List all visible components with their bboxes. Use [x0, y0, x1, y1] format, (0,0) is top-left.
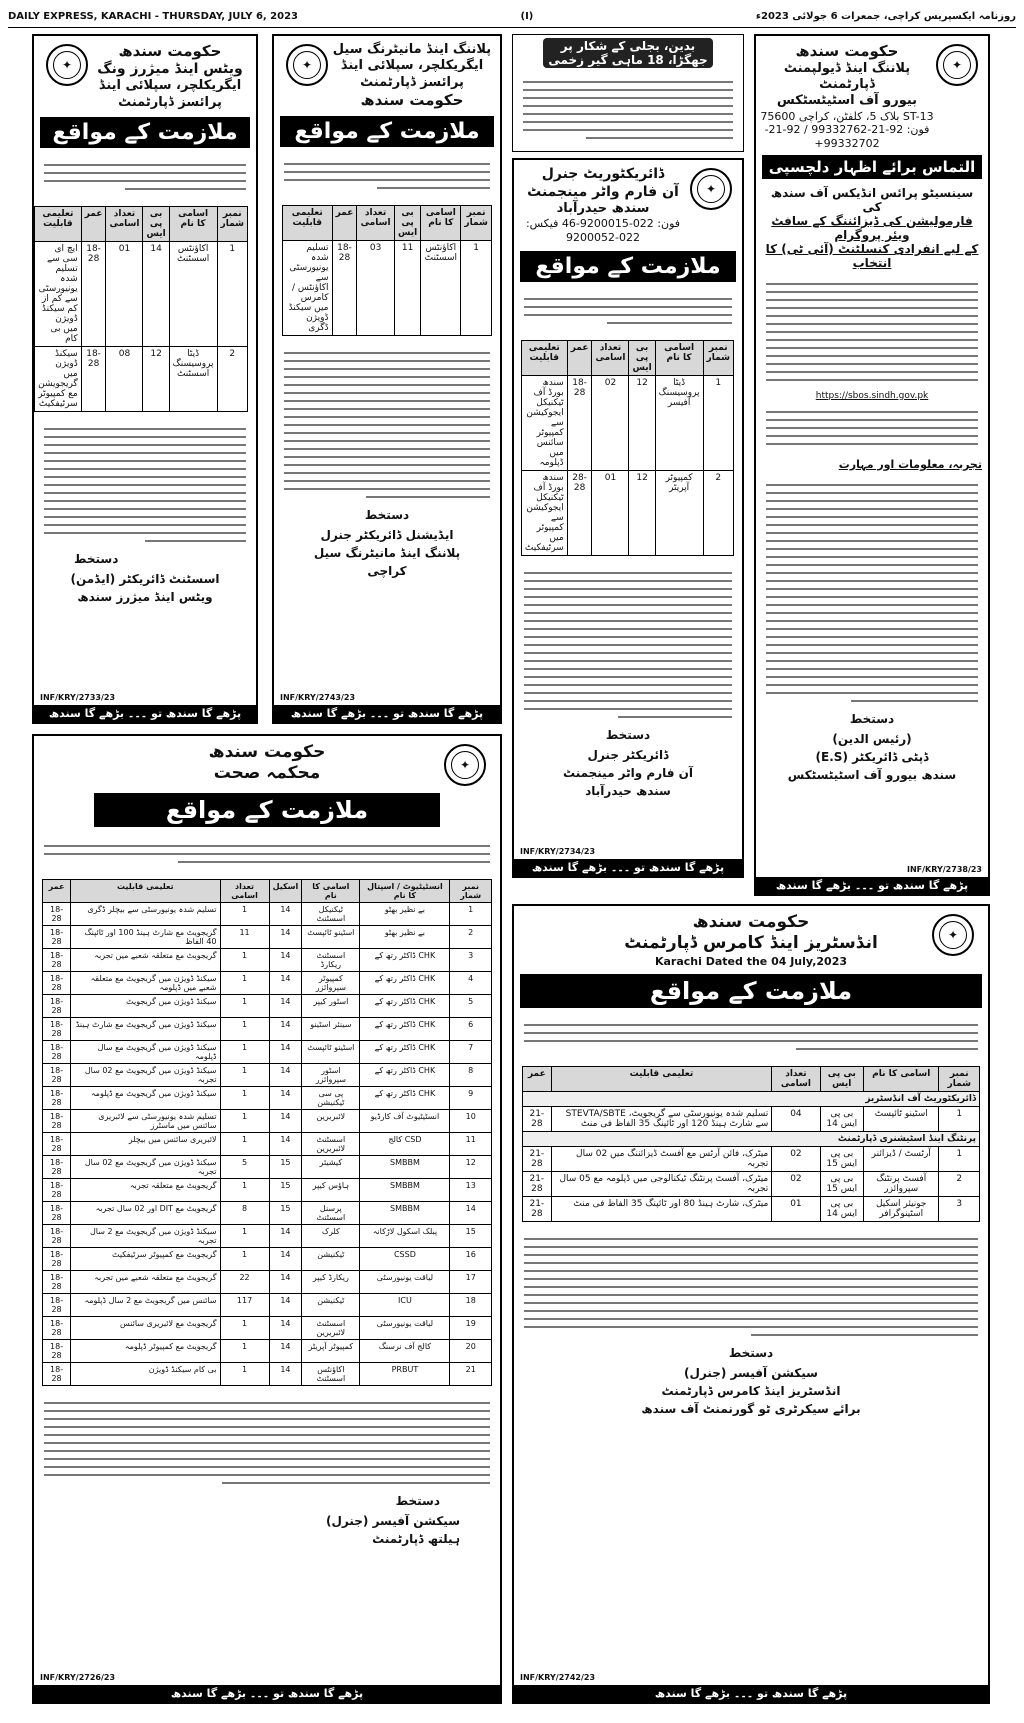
ad-wm-footer: پڑھے گا سندھ تو ۔۔۔ بڑھے گا سندھ — [34, 705, 256, 722]
col-header: اسکیل — [269, 879, 302, 902]
table-row: 4 CHK ڈاکٹر رتھ کے کمپیوٹر سپروائزر 14 1 سیکنڈ ڈویژن میں گریجویٹ مع متعلقہ شعبے میں ڈپلومہ 18-28 — [43, 971, 492, 994]
ad-icd-signatory: سیکشن آفیسر (جنرل) انڈسٹریز اینڈ کامرس ڈپارٹمنٹ برائے سیکرٹری ٹو گورنمنٹ آف سندھ — [641, 1366, 861, 1417]
ad-ofwm-signatory: ڈائریکٹر جنرل آن فارم واٹر مینجمنٹ سندھ حیدرآباد — [562, 747, 694, 798]
table-row: 7 CHK ڈاکٹر رتھ کے اسٹینو ٹائپسٹ 14 1 سیکنڈ ڈویژن میں گریجویٹ مع سال ڈپلومہ 18-28 — [43, 1040, 492, 1063]
col-header: نمبر شمار — [217, 206, 247, 241]
ad-bos-ref: INF/KRY/2738/23 — [906, 865, 982, 874]
col-header: تعلیمی قابلیت — [521, 340, 567, 375]
col-header: عمر — [81, 206, 106, 241]
ad-wm-wing: ویٹس اینڈ میژرز ونگ — [97, 60, 243, 77]
table-row: 8 CHK ڈاکٹر رتھ کے اسٹور سپروائزر 14 1 سیکنڈ ڈویژن میں گریجویٹ مع 02 سال تجربہ 18-28 — [43, 1063, 492, 1086]
ad-pm-ref: INF/KRY/2743/23 — [280, 693, 356, 702]
ad-health-footer: پڑھے گا سندھ تو ۔۔۔ بڑھے گا سندھ — [34, 1685, 500, 1702]
ad-bos-exp-title: تجربہ، معلومات اور مہارت — [838, 457, 982, 471]
ad-health-terms — [34, 1392, 500, 1494]
col-header: انسٹیٹیوٹ / اسپتال کا نام — [360, 879, 450, 902]
table-row: 1 آرٹسٹ / ڈیزائنر بی پی ایس 15 02 میٹرک، فائن آرٹس مع آفسٹ ڈیزائننگ میں 02 سال تجربہ 21-28 — [523, 1147, 980, 1172]
col-header: نمبر شمار — [703, 340, 733, 375]
ad-icd-footer: پڑھے گا سندھ تو ۔۔۔ بڑھے گا سندھ — [514, 1685, 988, 1702]
ad-ofwm-ref: INF/KRY/2734/23 — [520, 847, 596, 856]
ad-pm-banner: ملازمت کے مواقع — [280, 116, 494, 147]
table-row: 1 بے نظیر بھٹو ٹیکنیکل اسسٹنٹ 14 1 تسلیم شدہ یونیورسٹی سے بیچلر ڈگری 18-28 — [43, 902, 492, 925]
ad-icd-dept: انڈسٹریز اینڈ کامرس ڈپارٹمنٹ — [624, 933, 878, 954]
col-header: عمر — [43, 879, 71, 902]
col-header: تعداد اسامی — [106, 206, 143, 241]
ad-pm-sign: دستخط — [364, 507, 410, 522]
table-row: 3 CHK ڈاکٹر رتھ کے اسسٹنٹ ریکارڈ 14 1 گریجویٹ مع متعلقہ شعبے میں تجربہ 18-28 — [43, 948, 492, 971]
col-header: نمبر شمار — [450, 879, 492, 902]
header-left: DAILY EXPRESS, KARACHI - THURSDAY, JULY 6, 2023 — [8, 11, 299, 22]
col-header: تعلیمی قابلیت — [71, 879, 220, 902]
ad-weights-measures — [32, 34, 258, 724]
col-header: بی پی ایس — [629, 340, 655, 375]
ad-bureau-statistics — [754, 34, 990, 896]
ad-pm-intro — [274, 153, 500, 199]
col-header: اسامی کا نام — [863, 1067, 939, 1092]
sindh-emblem-icon — [936, 44, 978, 86]
ad-wm-sign: دستخط — [74, 551, 119, 566]
col-header: اسامی کا نام — [169, 206, 217, 241]
table-row: 19 لیاقت یونیورسٹی اسسٹنٹ لائبریرین 14 1 گریجویٹ مع لائبریری سائنس 18-28 — [43, 1316, 492, 1339]
col-header: اسامی کا نام — [302, 879, 360, 902]
ad-bos-bureau: بیورو آف اسٹیٹسٹکس — [776, 93, 918, 109]
table-row: 18 ICU ٹیکنیشن 14 117 سائنس میں گریجویٹ مع 2 سال ڈپلومہ 18-28 — [43, 1293, 492, 1316]
table-row: 21 PRBUT اکاؤنٹس اسسٹنٹ 14 1 بی کام سیکنڈ ڈویژن 18-28 — [43, 1362, 492, 1385]
ad-health-banner: ملازمت کے مواقع — [94, 793, 440, 827]
table-row: 16 CSSD ٹیکنیشن 14 1 گریجویٹ مع کمپیوٹر سرٹیفکیٹ 18-28 — [43, 1247, 492, 1270]
ad-planning-monitoring — [272, 34, 502, 724]
ad-wm-dept: ایگریکلچر، سپلائی اینڈ پرائسز ڈپارٹمنٹ — [98, 78, 242, 110]
ad-bos-address: ST-13 بلاک 5، کلفٹن، کراچی 75600 — [760, 109, 934, 123]
table-row: 1 اکاؤنٹس اسسٹنٹ 11 03 18-28 تسلیم شدہ یونیورسٹی سے اکاؤنٹس / کامرس میں سیکنڈ ڈویژن ڈگری — [283, 240, 492, 335]
news-headline: بدین، بجلی کے شکار پر جھگڑا، 18 ماہی گیر زخمی — [543, 38, 713, 68]
ad-pm-signatory: ایڈیشنل ڈائریکٹر جنرل پلاننگ اینڈ مانیٹرنگ سیل کراچی — [313, 527, 461, 578]
header-center: (I) — [520, 11, 534, 22]
col-header: نمبر شمار — [461, 205, 492, 240]
ad-icd-banner: ملازمت کے مواقع — [520, 974, 982, 1008]
table-row: 13 SMBBM ہاؤس کیپر 15 1 گریجویٹ مع متعلقہ تجربہ 18-28 — [43, 1178, 492, 1201]
ad-ofwm-sign: دستخط — [605, 727, 651, 742]
ad-bos-url[interactable]: https://sbos.sindh.gov.pk — [815, 390, 929, 401]
ad-bos-footer: پڑھے گا سندھ تو ۔۔۔ بڑھے گا سندھ — [756, 877, 988, 894]
ad-icd-govt: حکومت سندھ — [692, 912, 810, 932]
ad-ofwm-city: سندھ حیدرآباد — [556, 201, 650, 216]
sindh-emblem-icon — [286, 44, 328, 86]
ad-pm-govt: حکومت سندھ — [360, 90, 464, 109]
ad-bos-signatory: (رئیس الدین) ڈپٹی ڈائریکٹر (E.S) سندھ بیورو آف اسٹیٹسٹکس — [787, 731, 957, 782]
ad-ofwm-terms — [514, 562, 742, 728]
sindh-emblem-icon — [690, 168, 732, 210]
table-row: 5 CHK ڈاکٹر رتھ کے اسٹور کیپر 14 1 سیکنڈ ڈویژن میں گریجویٹ 18-28 — [43, 994, 492, 1017]
ad-ofwm-table — [521, 340, 734, 556]
table-section: پرنٹنگ اینڈ اسٹیشنری ڈپارٹمنٹ — [523, 1132, 980, 1147]
ad-bos-body — [756, 273, 988, 391]
table-row: 3 جونیئر اسکیل اسٹینوگرافر بی پی ایس 14 01 میٹرک، شارٹ ہینڈ 80 اور ٹائپنگ 35 الفاظ فی منٹ 21-28 — [523, 1197, 980, 1222]
ad-ofwm-phone: فون: 022-9200015-46 فیکس: 022-9200052 — [525, 217, 681, 244]
table-section: ڈائریکٹوریٹ آف انڈسٹریز — [523, 1092, 980, 1107]
ad-on-farm-water — [512, 158, 744, 878]
col-header: نمبر شمار — [939, 1067, 980, 1092]
ad-wm-ref: INF/KRY/2733/23 — [40, 693, 116, 702]
ad-bos-dept: پلاننگ اینڈ ڈیولپمنٹ ڈپارٹمنٹ — [783, 60, 911, 92]
ad-bos-subject: سینسیٹو پرائس انڈیکس آف سندھ کی فارمولیشن کی ڈیزائننگ کے سافٹ ویئر پروگرام کے لیے انفرادی کنسلٹنٹ (آئی ٹی) کا انتخاب — [765, 185, 979, 270]
ad-pm-terms — [274, 342, 500, 508]
ad-icd-ref: INF/KRY/2742/23 — [520, 1673, 596, 1682]
sindh-emblem-icon — [46, 44, 88, 86]
ad-wm-table — [34, 206, 248, 412]
ad-pm-footer: پڑھے گا سندھ تو ۔۔۔ بڑھے گا سندھ — [274, 705, 500, 722]
table-row: 12 SMBBM کیشیئر 15 5 سیکنڈ ڈویژن میں گریجویٹ مع 02 سال تجربہ 18-28 — [43, 1155, 492, 1178]
ad-wm-signatory: اسسٹنٹ ڈائریکٹر (ایڈمن) ویٹس اینڈ میژرز سندھ — [70, 571, 220, 604]
table-row: 14 SMBBM پرسنل اسسٹنٹ 15 8 گریجویٹ مع DIT اور 02 سال تجربہ 18-28 — [43, 1201, 492, 1224]
col-header: اسامی کا نام — [421, 205, 461, 240]
ad-bos-phone: فون: 92-21-99332762 / 92-21-99332702+ — [764, 123, 930, 150]
table-row: 10 انسٹیٹیوٹ آف کارڈیو لائبریرین 14 1 تسلیم شدہ یونیورسٹی سے لائبریری سائنس میں ماسٹرز 18-28 — [43, 1109, 492, 1132]
table-row: 15 پبلک اسکول لاڑکانہ کلرک 14 1 سیکنڈ ڈویژن میں گریجویٹ مع 2 سال تجربہ 18-28 — [43, 1224, 492, 1247]
col-header: تعلیمی قابلیت — [35, 206, 82, 241]
ad-bos-sign: دستخط — [849, 711, 895, 726]
ad-health-intro — [34, 835, 500, 873]
table-row: 20 کالج آف نرسنگ کمپیوٹر آپریٹر 14 1 گریجویٹ مع کمپیوٹر ڈپلومہ 18-28 — [43, 1339, 492, 1362]
ad-ofwm-intro — [514, 288, 742, 334]
ad-health-department — [32, 734, 502, 1704]
table-row: 1 اسٹینو ٹائپسٹ بی پی ایس 14 04 تسلیم شدہ یونیورسٹی سے گریجویٹ، STEVTA/SBTE سے شارٹ ہینڈ 120 اور ٹائپنگ 35 الفاظ فی منٹ 21-28 — [523, 1107, 980, 1132]
table-row: 9 CHK ڈاکٹر رتھ کے پی سی ٹیکنیشن 14 1 سیکنڈ ڈویژن میں گریجویٹ مع ڈپلومہ 18-28 — [43, 1086, 492, 1109]
ad-wm-intro — [34, 154, 256, 200]
col-header: تعداد اسامی — [772, 1067, 820, 1092]
ad-ofwm-footer: پڑھے گا سندھ تو ۔۔۔ بڑھے گا سندھ — [514, 859, 742, 876]
page-header — [8, 6, 1016, 28]
ad-health-table — [42, 879, 492, 1386]
table-row: 2 ڈیٹا پروسیسنگ اسسٹنٹ 12 08 18-28 سیکنڈ ڈویژن میں گریجویشن مع کمپیوٹر سرٹیفکیٹ — [35, 346, 248, 411]
table-row: 1 اکاؤنٹس اسسٹنٹ 14 01 18-28 ایچ ای سی سے تسلیم شدہ یونیورسٹی سے کم از کم سیکنڈ ڈویژن میں بی کام — [35, 241, 248, 346]
col-header: تعداد اسامی — [220, 879, 269, 902]
news-body — [513, 71, 743, 149]
table-row: 11 CSD کالج اسسٹنٹ لائبریرین 14 1 لائبریری سائنس میں بیچلر 18-28 — [43, 1132, 492, 1155]
ad-wm-banner: ملازمت کے مواقع — [40, 117, 250, 148]
ad-icd-terms — [514, 1228, 988, 1346]
ad-health-sign: دستخط — [395, 1493, 440, 1508]
col-header: بی پی ایس — [820, 1067, 863, 1092]
ad-icd-sign: دستخط — [728, 1346, 774, 1361]
col-header: عمر — [523, 1067, 552, 1092]
ad-wm-govt: حکومت سندھ — [118, 42, 222, 60]
sindh-emblem-icon — [932, 914, 974, 956]
ad-health-govt: حکومت سندھ — [208, 742, 326, 762]
ad-icd-table — [522, 1066, 980, 1222]
col-header: عمر — [567, 340, 592, 375]
col-header: تعداد اسامی — [592, 340, 629, 375]
col-header: بی پی ایس — [143, 206, 169, 241]
col-header: بی پی ایس — [394, 205, 421, 240]
ad-ofwm-banner: ملازمت کے مواقع — [520, 251, 736, 282]
table-row: 2 بے نظیر بھٹو اسٹینو ٹائپسٹ 14 11 گریجویٹ مع شارٹ ہینڈ 100 اور ٹائپنگ 40 الفاظ 18-28 — [43, 925, 492, 948]
ad-bos-govt: حکومت سندھ — [795, 42, 899, 60]
table-row: 2 آفسٹ پرنٹنگ سپروائزر بی پی ایس 15 02 میٹرک، آفسٹ پرنٹنگ ٹیکنالوجی میں ڈپلومہ مع 05 سال تجربہ 21-28 — [523, 1172, 980, 1197]
ad-health-ref: INF/KRY/2726/23 — [40, 1673, 116, 1682]
col-header: عمر — [332, 205, 357, 240]
ad-pm-cell: پلاننگ اینڈ مانیٹرنگ سیل — [332, 42, 492, 57]
col-header: اسامی کا نام — [655, 340, 703, 375]
ad-icd-intro — [514, 1014, 988, 1060]
ad-pm-table — [282, 205, 492, 336]
col-header: تعلیمی قابلیت — [551, 1067, 772, 1092]
news-article — [512, 34, 744, 152]
ad-icd-date: Karachi Dated the 04 July,2023 — [654, 954, 848, 968]
ad-industries-commerce — [512, 904, 990, 1704]
table-row: 1 ڈیٹا پروسیسنگ آفیسر 12 02 18-28 سندھ بورڈ آف ٹیکنیکل ایجوکیشن سے کمپیوٹر سائنس میں ڈپلومہ — [521, 375, 733, 470]
ad-bos-banner: التماس برائے اظہار دلچسپی — [762, 155, 982, 179]
table-row: 2 کمپیوٹر آپریٹر 12 01 28-28 سندھ بورڈ آف ٹیکنیکل ایجوکیشن سے کمپیوٹر میں سرٹیفکیٹ — [521, 470, 733, 555]
table-row: 6 CHK ڈاکٹر رتھ کے سینئر اسٹینو 14 1 سیکنڈ ڈویژن میں گریجویٹ مع شارٹ ہینڈ 18-28 — [43, 1017, 492, 1040]
ad-bos-exp-list — [756, 474, 988, 712]
ad-health-signatory: سیکشن آفیسر (جنرل) ہیلتھ ڈپارٹمنٹ — [326, 1513, 460, 1546]
ad-health-dept: محکمہ صحت — [213, 763, 321, 784]
ad-ofwm-dept: آن فارم واٹر مینجمنٹ — [527, 183, 679, 200]
col-header: تعداد اسامی — [357, 205, 394, 240]
ad-pm-dept: ایگریکلچر، سپلائی اینڈ پرائسز ڈپارٹمنٹ — [340, 58, 484, 90]
col-header: تعلیمی قابلیت — [283, 205, 333, 240]
ad-bos-body2 — [756, 401, 988, 455]
ad-wm-terms — [34, 418, 256, 552]
header-right: روزنامہ ایکسپریس کراچی، جمعرات 6 جولائی 2023ء — [755, 11, 1016, 22]
ad-ofwm-dg: ڈائریکٹوریٹ جنرل — [541, 166, 665, 182]
table-row: 17 لیاقت یونیورسٹی ریکارڈ کیپر 14 22 گریجویٹ مع متعلقہ شعبے میں تجربہ 18-28 — [43, 1270, 492, 1293]
sindh-emblem-icon — [444, 744, 486, 786]
